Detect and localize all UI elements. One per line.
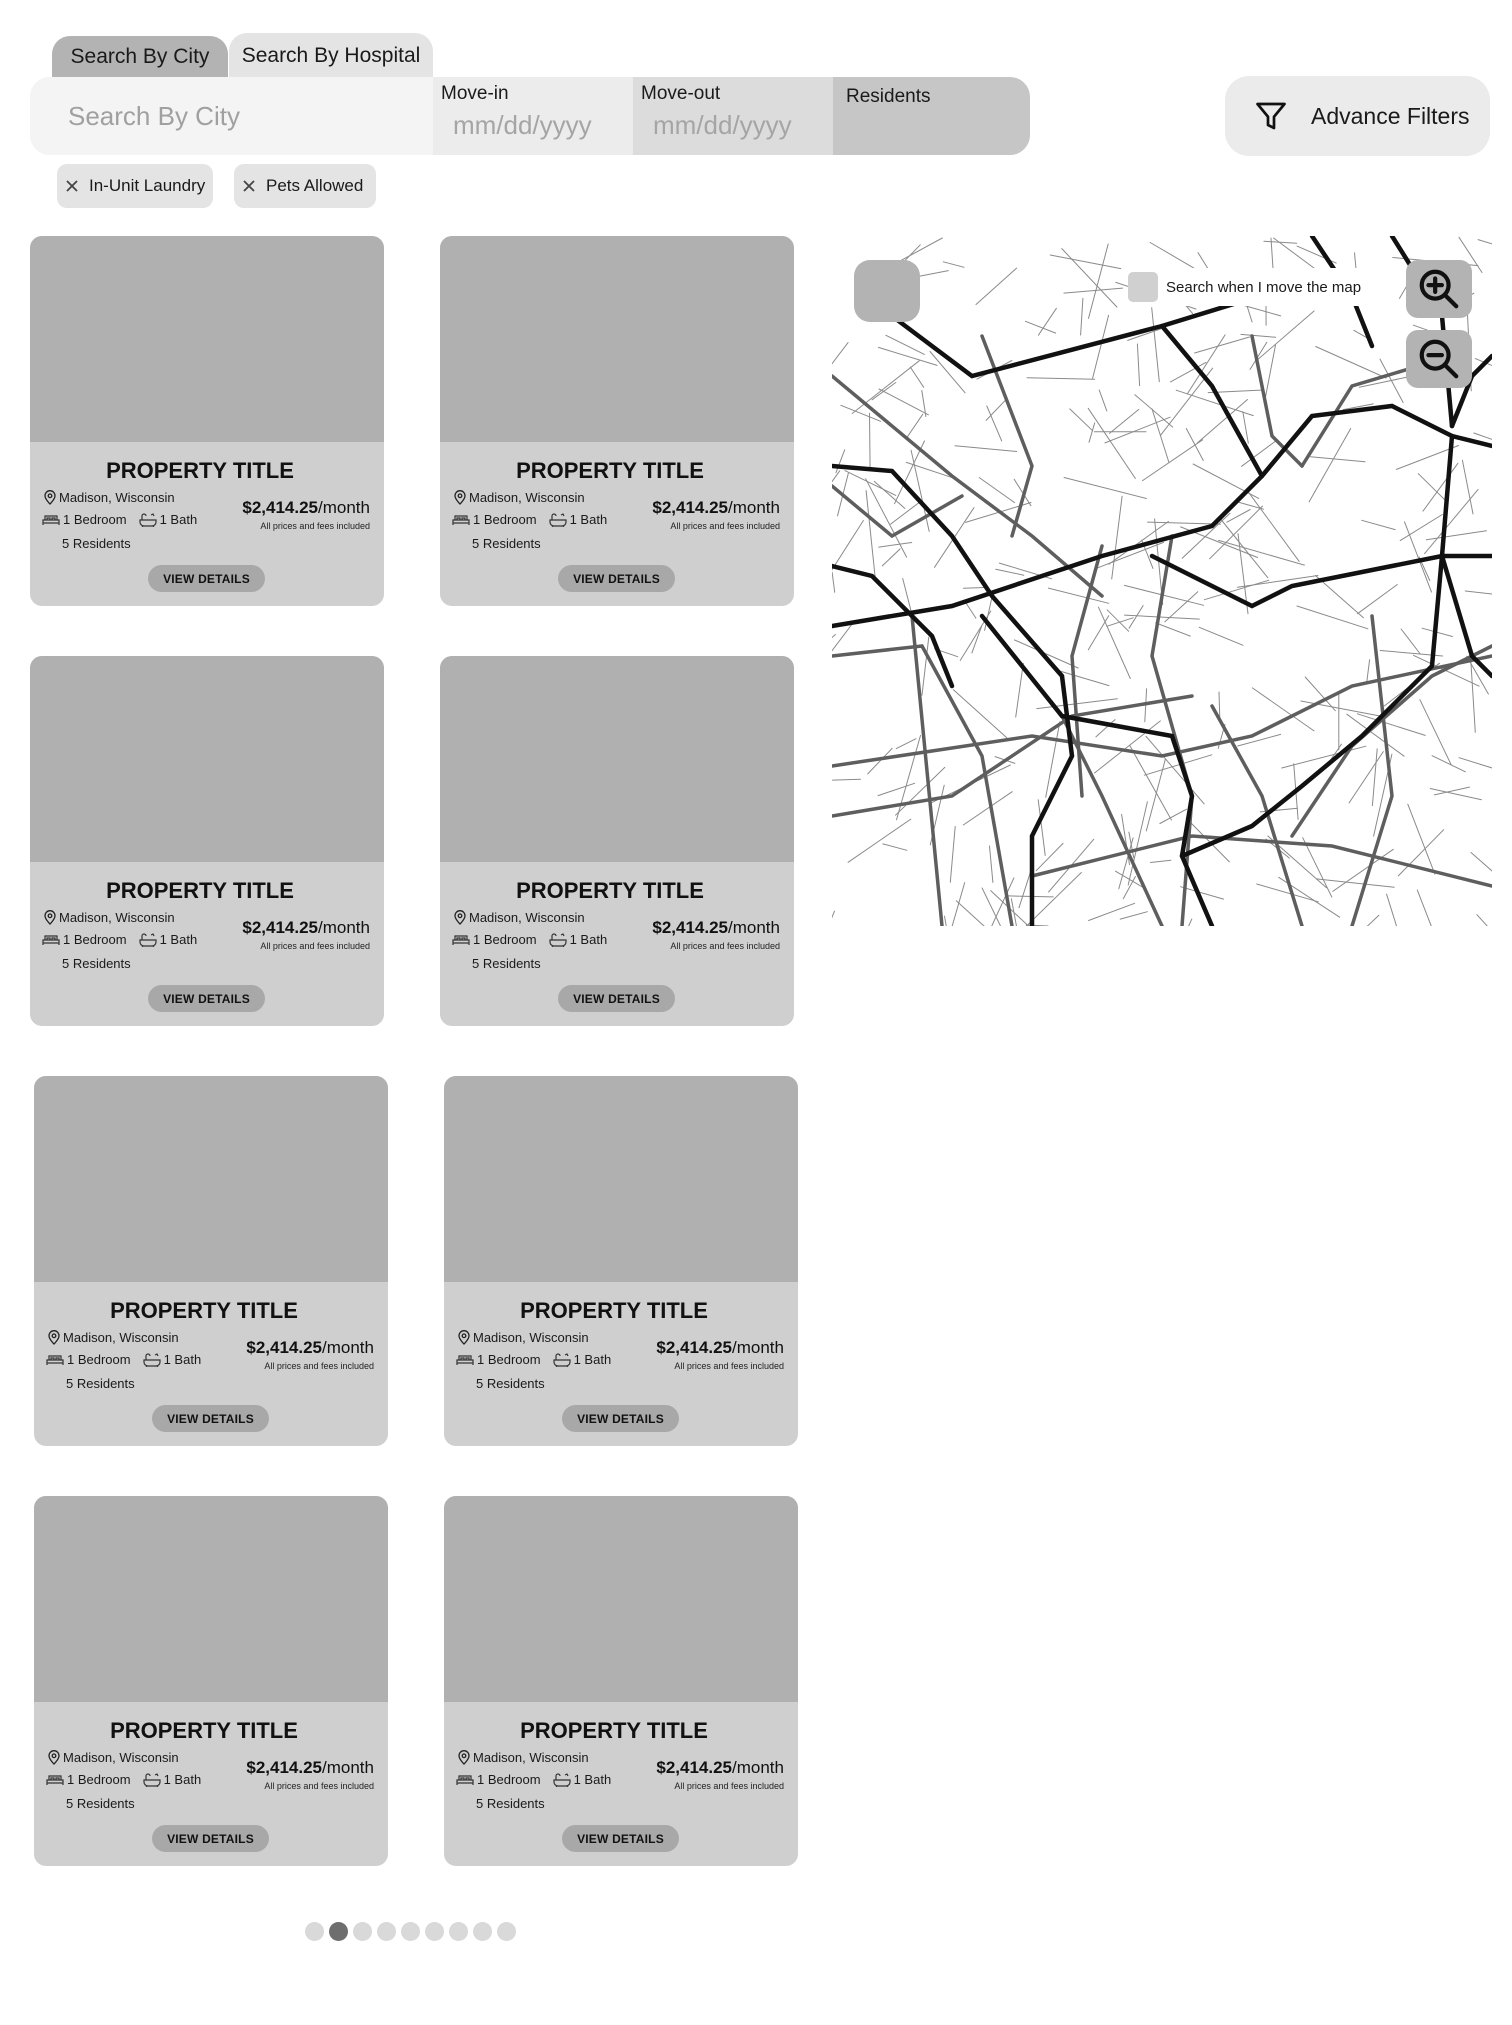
property-rooms [42, 512, 197, 527]
map-street [1387, 894, 1403, 926]
bathtub-icon [553, 1773, 571, 1787]
view-details-button[interactable]: VIEW DETAILS [562, 1405, 679, 1432]
map-street [1459, 758, 1492, 771]
listing-card[interactable] [440, 236, 794, 606]
page-dot[interactable] [329, 1922, 348, 1941]
price-period: /month [318, 498, 370, 517]
price-period: /month [728, 918, 780, 937]
map-street [943, 262, 964, 268]
map-street [1297, 606, 1368, 629]
property-rooms [46, 1352, 201, 1367]
page-dot[interactable] [401, 1922, 420, 1941]
location-label: Madison, Wisconsin [59, 910, 175, 925]
price-amount: $2,414.25 [656, 1758, 733, 1777]
location-label: Madison, Wisconsin [469, 490, 585, 505]
bedroom-label: 1 Bedroom [63, 512, 127, 527]
property-title: PROPERTY TITLE [106, 878, 294, 903]
property-title: PROPERTY TITLE [516, 878, 704, 903]
location-label: Madison, Wisconsin [59, 490, 175, 505]
map-street [870, 413, 871, 470]
map-street [1241, 305, 1281, 316]
residents-count: 5 Residents [476, 1376, 545, 1391]
map-street [1081, 298, 1083, 335]
city-search-section [30, 77, 433, 155]
zoom-out-button[interactable] [1406, 330, 1472, 388]
property-title: PROPERTY TITLE [110, 1298, 298, 1323]
residents-count: 5 Residents [66, 1376, 135, 1391]
map-street [1107, 618, 1133, 626]
map-street [1420, 700, 1451, 765]
map-street [1423, 463, 1458, 511]
move-in-section [433, 77, 633, 155]
fees-note: All prices and fees included [264, 1781, 374, 1791]
bed-icon [456, 1773, 474, 1786]
map-street [832, 466, 1072, 926]
map-street [896, 767, 945, 815]
property-image-placeholder [30, 656, 384, 862]
map-street [1089, 244, 1109, 318]
map-street [1362, 520, 1396, 529]
listing-card[interactable] [34, 1496, 388, 1866]
residents-count: 5 Residents [472, 956, 541, 971]
map-street [1093, 315, 1109, 378]
residents-count: 5 Residents [472, 536, 541, 551]
bath-label: 1 Bath [569, 512, 608, 527]
move-in-date-input[interactable] [451, 109, 625, 142]
map-street [1112, 496, 1122, 579]
map-search-label: Search when I move the map [1166, 278, 1362, 296]
fees-note: All prices and fees included [260, 941, 370, 951]
map-street [848, 819, 911, 862]
price-amount: $2,414.25 [246, 1758, 323, 1777]
bedroom-label: 1 Bedroom [473, 512, 537, 527]
view-details-button[interactable]: VIEW DETAILS [558, 565, 675, 592]
property-image-placeholder [30, 236, 384, 442]
map-street [1219, 540, 1305, 565]
bedroom-label: 1 Bedroom [477, 1772, 541, 1787]
filter-chip-in-unit-laundry [57, 164, 213, 208]
view-details-button[interactable]: VIEW DETAILS [562, 1825, 679, 1852]
page-dot[interactable] [353, 1922, 372, 1941]
map-street [996, 569, 1024, 575]
residents-count: 5 Residents [62, 956, 131, 971]
map-street [1235, 501, 1264, 509]
map-street [1349, 752, 1383, 803]
map-street [955, 446, 1017, 452]
map-street [1070, 409, 1093, 431]
property-image-placeholder [444, 1496, 798, 1702]
bathtub-icon [139, 513, 157, 527]
map-street [1367, 660, 1370, 684]
bed-icon [46, 1773, 64, 1786]
map-street [1316, 879, 1394, 887]
map-street [879, 543, 912, 548]
map-street [1064, 478, 1146, 499]
map-street [1064, 288, 1123, 293]
map-street [1036, 843, 1063, 870]
listing-card[interactable] [30, 656, 384, 1026]
map-street [1143, 440, 1203, 481]
map-street [912, 616, 942, 926]
map-street [832, 572, 835, 592]
map-street [1050, 255, 1121, 269]
map-street [1151, 860, 1171, 862]
property-rooms [42, 932, 197, 947]
bathtub-icon [143, 1773, 161, 1787]
bathtub-icon [143, 1353, 161, 1367]
search-bar [30, 77, 1030, 155]
price-period: /month [728, 498, 780, 517]
page-dot[interactable] [473, 1922, 492, 1941]
property-image-placeholder [34, 1076, 388, 1282]
map-street [832, 376, 1102, 596]
residents-count: 5 Residents [66, 1796, 135, 1811]
property-title: PROPERTY TITLE [110, 1718, 298, 1743]
price-period: /month [322, 1338, 374, 1357]
bedroom-label: 1 Bedroom [67, 1352, 131, 1367]
price-amount: $2,414.25 [656, 1338, 733, 1357]
map-street [1105, 417, 1170, 443]
residents-count: 5 Residents [62, 536, 131, 551]
map-street [1152, 308, 1160, 382]
map-street [1062, 249, 1117, 308]
page-dot[interactable] [377, 1922, 396, 1941]
view-details-button[interactable]: VIEW DETAILS [558, 985, 675, 1012]
map-street [1162, 326, 1262, 476]
property-title: PROPERTY TITLE [106, 458, 294, 483]
map-street [1241, 334, 1276, 337]
map-street [1354, 915, 1379, 926]
map-street [950, 827, 955, 883]
map-street [1301, 701, 1382, 716]
location-pin-icon [44, 910, 56, 925]
location-pin-icon [44, 490, 56, 505]
map-street [1309, 429, 1351, 502]
map-street [1219, 692, 1220, 719]
map-streets [832, 236, 1492, 926]
map-street [878, 783, 915, 795]
map-street [1038, 308, 1056, 335]
property-price [246, 1338, 374, 1358]
property-image-placeholder [440, 236, 794, 442]
bath-label: 1 Bath [573, 1352, 612, 1367]
map-street [1372, 749, 1377, 806]
map-street [1257, 884, 1319, 902]
bathtub-icon [553, 1353, 571, 1367]
map-street [1265, 345, 1275, 398]
chip-label: In-Unit Laundry [89, 176, 206, 195]
bath-label: 1 Bath [163, 1772, 202, 1787]
map-street [964, 588, 985, 589]
map-street [879, 347, 938, 365]
map-street [879, 389, 928, 415]
map-street [1310, 457, 1365, 462]
move-out-date-input[interactable] [651, 109, 825, 142]
location-label: Madison, Wisconsin [63, 1330, 179, 1345]
view-details-button[interactable]: VIEW DETAILS [152, 1825, 269, 1852]
map-street [1026, 925, 1048, 926]
property-rooms [452, 932, 607, 947]
view-details-button[interactable]: VIEW DETAILS [148, 565, 265, 592]
property-price [242, 498, 370, 518]
map-street [1060, 671, 1109, 686]
residents-label: Residents [846, 86, 931, 107]
page-dot[interactable] [449, 1922, 468, 1941]
map-street [1027, 378, 1095, 379]
location-label: Madison, Wisconsin [473, 1750, 589, 1765]
bedroom-label: 1 Bedroom [477, 1352, 541, 1367]
map-street [866, 491, 875, 580]
map-street [1129, 606, 1143, 629]
bathtub-icon [549, 513, 567, 527]
map-street [1408, 804, 1435, 874]
fees-note: All prices and fees included [264, 1361, 374, 1371]
property-location [454, 910, 585, 925]
bath-label: 1 Bath [573, 1772, 612, 1787]
map-street [907, 414, 923, 437]
view-details-button[interactable]: VIEW DETAILS [152, 1405, 269, 1432]
bathtub-icon [549, 933, 567, 947]
property-title: PROPERTY TITLE [520, 1298, 708, 1323]
map-street [1199, 627, 1243, 645]
location-label: Madison, Wisconsin [63, 1750, 179, 1765]
advance-filters-label: Advance Filters [1311, 102, 1470, 129]
bed-icon [42, 513, 60, 526]
map-street [1160, 809, 1187, 823]
map-street [832, 646, 1012, 926]
map-street [976, 268, 1017, 304]
filter-chip-pets-allowed [234, 164, 376, 208]
property-location [458, 1750, 589, 1765]
bed-icon [452, 513, 470, 526]
map-street [1358, 585, 1398, 614]
map-street [1182, 436, 1452, 856]
map-street [1088, 616, 1108, 650]
listing-card[interactable] [440, 656, 794, 1026]
location-pin-icon [458, 1330, 470, 1345]
map-street [1165, 592, 1198, 622]
map-street [1478, 240, 1492, 259]
map-street [945, 916, 951, 926]
property-location [458, 1330, 589, 1345]
location-pin-icon [458, 1750, 470, 1765]
map-street [1471, 853, 1492, 874]
map-street [833, 779, 861, 780]
fees-note: All prices and fees included [670, 941, 780, 951]
map-street [832, 696, 1192, 816]
map-street [1352, 616, 1392, 926]
property-price [652, 918, 780, 938]
property-title: PROPERTY TITLE [516, 458, 704, 483]
bedroom-label: 1 Bedroom [67, 1772, 131, 1787]
property-rooms [456, 1772, 611, 1787]
property-rooms [456, 1352, 611, 1367]
advance-filters-button[interactable] [1225, 76, 1490, 156]
page-dot[interactable] [497, 1922, 516, 1941]
map-street [1477, 915, 1492, 926]
price-amount: $2,414.25 [242, 498, 319, 517]
bed-icon [456, 1353, 474, 1366]
map-street [1156, 623, 1191, 636]
pagination [305, 1922, 521, 1941]
property-price [246, 1758, 374, 1778]
property-rooms [46, 1772, 201, 1787]
map-street [896, 739, 916, 749]
city-search-input[interactable] [66, 100, 410, 133]
map-street [1148, 522, 1221, 524]
map-street [1465, 591, 1492, 596]
map-street [1135, 395, 1173, 427]
property-location [44, 490, 175, 505]
map-street [944, 883, 964, 926]
location-label: Madison, Wisconsin [473, 1330, 589, 1345]
property-location [48, 1750, 179, 1765]
fees-note: All prices and fees included [674, 1361, 784, 1371]
map-search-toggle[interactable] [1128, 268, 1388, 306]
map-street [1110, 409, 1139, 433]
map-street [1160, 919, 1192, 926]
map-street [1182, 513, 1230, 558]
chip-label: Pets Allowed [266, 176, 364, 195]
map-street [897, 736, 921, 820]
price-amount: $2,414.25 [652, 498, 729, 517]
property-image-placeholder [34, 1496, 388, 1702]
fees-note: All prices and fees included [260, 521, 370, 531]
map-street [1088, 408, 1135, 478]
map-street [1227, 510, 1250, 523]
listing-card[interactable] [34, 1076, 388, 1446]
location-pin-icon [454, 490, 466, 505]
bedroom-label: 1 Bedroom [473, 932, 537, 947]
location-label: Madison, Wisconsin [469, 910, 585, 925]
map-street [1137, 344, 1139, 386]
property-price [656, 1338, 784, 1358]
map-street [1426, 531, 1486, 540]
page-dot[interactable] [425, 1922, 444, 1941]
map-street [1292, 646, 1492, 836]
map-street [1401, 629, 1420, 654]
map-street [845, 471, 896, 496]
map-street [953, 690, 1006, 738]
map-street [832, 911, 835, 926]
bed-icon [452, 933, 470, 946]
fees-note: All prices and fees included [674, 1781, 784, 1791]
residents-count: 5 Residents [476, 1796, 545, 1811]
map-street [1120, 912, 1147, 919]
price-amount: $2,414.25 [652, 918, 729, 937]
map-street [1252, 336, 1302, 466]
remove-chip-close-icon[interactable] [63, 177, 81, 195]
property-title: PROPERTY TITLE [520, 1718, 708, 1743]
listing-card[interactable] [30, 236, 384, 606]
price-period: /month [322, 1758, 374, 1777]
bathtub-icon [139, 933, 157, 947]
map-street [1014, 640, 1078, 668]
map-street [1425, 489, 1479, 553]
property-location [454, 490, 585, 505]
listing-card[interactable] [444, 1496, 798, 1866]
map-street [1316, 347, 1386, 379]
map-street [1282, 746, 1366, 768]
property-price [656, 1758, 784, 1778]
map-street [883, 844, 907, 850]
map-street [1471, 662, 1475, 732]
map-street [1099, 607, 1131, 678]
map-street [1089, 903, 1135, 920]
bedroom-label: 1 Bedroom [63, 932, 127, 947]
property-image-placeholder [444, 1076, 798, 1282]
map-overlay-square [854, 260, 920, 322]
location-pin-icon [48, 1750, 60, 1765]
filter-icon [1253, 98, 1289, 134]
property-location [48, 1330, 179, 1345]
property-image-placeholder [440, 656, 794, 862]
move-in-label: Move-in [441, 83, 509, 104]
bath-label: 1 Bath [159, 932, 198, 947]
price-amount: $2,414.25 [246, 1338, 323, 1357]
zoom-in-button[interactable] [1406, 260, 1472, 318]
map-street [852, 361, 919, 414]
tab-search-by-hospital[interactable]: Search By Hospital [229, 33, 433, 78]
move-out-label: Move-out [641, 83, 721, 104]
bed-icon [42, 933, 60, 946]
map[interactable] [832, 236, 1492, 926]
map-search-checkbox[interactable] [1128, 272, 1158, 302]
map-street [1089, 423, 1095, 442]
zoom-out-icon [1416, 336, 1462, 382]
map-street [1417, 890, 1448, 926]
residents-selector[interactable] [833, 77, 1030, 155]
bed-icon [46, 1353, 64, 1366]
map-street [1099, 390, 1107, 411]
map-street [990, 846, 993, 882]
bath-label: 1 Bath [163, 1352, 202, 1367]
map-street [1221, 520, 1268, 578]
map-street [910, 367, 923, 387]
price-period: /month [732, 1758, 784, 1777]
zoom-in-icon [1416, 266, 1462, 312]
price-period: /month [732, 1338, 784, 1357]
location-pin-icon [48, 1330, 60, 1345]
tab-search-by-city[interactable]: Search By City [52, 36, 228, 78]
price-amount: $2,414.25 [242, 918, 319, 937]
map-street [882, 549, 900, 566]
bath-label: 1 Bath [569, 932, 608, 947]
property-rooms [452, 512, 607, 527]
bath-label: 1 Bath [159, 512, 198, 527]
page-dot[interactable] [305, 1922, 324, 1941]
property-location [44, 910, 175, 925]
listing-card[interactable] [444, 1076, 798, 1446]
map-street [986, 399, 1006, 420]
property-price [242, 918, 370, 938]
view-details-button[interactable]: VIEW DETAILS [148, 985, 265, 1012]
map-street [832, 625, 851, 680]
fees-note: All prices and fees included [670, 521, 780, 531]
property-price [652, 498, 780, 518]
remove-chip-close-icon[interactable] [240, 177, 258, 195]
price-period: /month [318, 918, 370, 937]
location-pin-icon [454, 910, 466, 925]
move-out-section [633, 77, 833, 155]
map-street [1016, 663, 1024, 717]
